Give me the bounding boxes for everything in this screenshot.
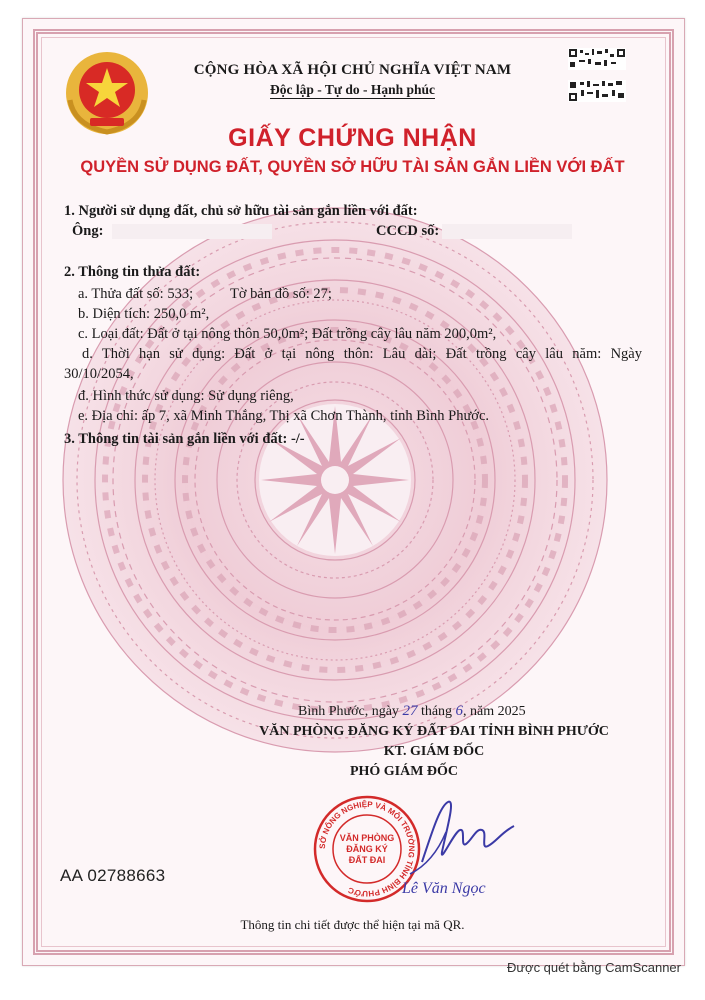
date-prefix: Bình Phước, ngày	[298, 704, 399, 719]
section3-heading	[64, 431, 305, 448]
date-year: , năm 2025	[463, 704, 526, 719]
section2-heading: 2. Thông tin thửa đất:	[64, 264, 201, 280]
national-motto	[0, 82, 705, 98]
usage-form: đ. Hình thức sử dụng: Sử dụng riêng,	[78, 388, 294, 404]
signer-role-2: PHÓ GIÁM ĐỐC	[349, 764, 459, 779]
redacted-id-number	[442, 224, 572, 239]
date-month-label: tháng	[420, 704, 453, 719]
section3-value: -/-	[290, 431, 305, 447]
drum-watermark	[55, 200, 615, 760]
area: b. Diện tích: 250,0 m²,	[78, 306, 210, 322]
scanner-watermark: Được quét bằng CamScanner	[506, 960, 681, 975]
map-sheet-number: Tờ bản đồ số: 27;	[230, 286, 332, 302]
date-month: 6	[455, 703, 464, 719]
issuing-office: VĂN PHÒNG ĐĂNG KÝ ĐẤT ĐAI TỈNH BÌNH PHƯỚC	[259, 724, 609, 739]
id-number-label: CCCD số:	[376, 223, 440, 239]
parcel-number: a. Thửa đất số: 533;	[78, 286, 194, 302]
certificate-subtitle: QUYỀN SỬ DỤNG ĐẤT, QUYỀN SỞ HỮU TÀI SẢN GẮN LIỀN VỚI ĐẤT	[80, 158, 625, 176]
signer-name: Lê Văn Ngọc	[402, 880, 486, 897]
country-name: CỘNG HÒA XÃ HỘI CHỦ NGHĨA VIỆT NAM	[193, 62, 512, 78]
stamp-line-1: VĂN PHÒNG	[339, 833, 395, 843]
section1-heading: 1. Người sử dụng đất, chủ sở hữu tài sản gắn liền với đất:	[64, 203, 418, 219]
redacted-owner-name	[112, 224, 272, 239]
issue-date	[298, 703, 526, 720]
qr-note: Thông tin chi tiết được thể hiện tại mã QR.	[240, 917, 465, 932]
stamp-ring-text: SỞ NÔNG NGHIỆP VÀ MÔI TRƯỜNG TỈNH BÌNH PHƯỚC	[317, 799, 417, 899]
motto-text: Độc lập - Tự do - Hạnh phúc	[269, 82, 436, 97]
signer-role-1: KT. GIÁM ĐỐC	[383, 744, 485, 759]
certificate-serial: AA 02788663	[60, 866, 166, 885]
date-day: 27	[402, 703, 418, 719]
stamp-line-3: ĐẤT ĐAI	[348, 855, 386, 865]
address: e. Địa chỉ: ấp 7, xã Minh Thắng, Thị xã Chơn Thành, tỉnh Bình Phước.	[78, 408, 490, 424]
usage-term: d. Thời hạn sử dụng: Đất ở tại nông thôn: Lâu dài; Đất trồng cây lâu năm: Ngày	[82, 346, 642, 362]
section3-label: 3. Thông tin tài sản gắn liền với đất:	[64, 431, 288, 447]
handwritten-signature	[402, 792, 520, 884]
owner-label: Ông:	[72, 223, 104, 239]
stamp-line-2: ĐĂNG KÝ	[346, 844, 388, 854]
usage-term-date: 30/10/2054,	[64, 366, 134, 382]
land-type: c. Loại đất: Đất ở tại nông thôn 50,0m²; Đất trồng cây lâu năm 200,0m²,	[78, 326, 497, 342]
certificate-title: GIẤY CHỨNG NHẬN	[228, 124, 477, 152]
